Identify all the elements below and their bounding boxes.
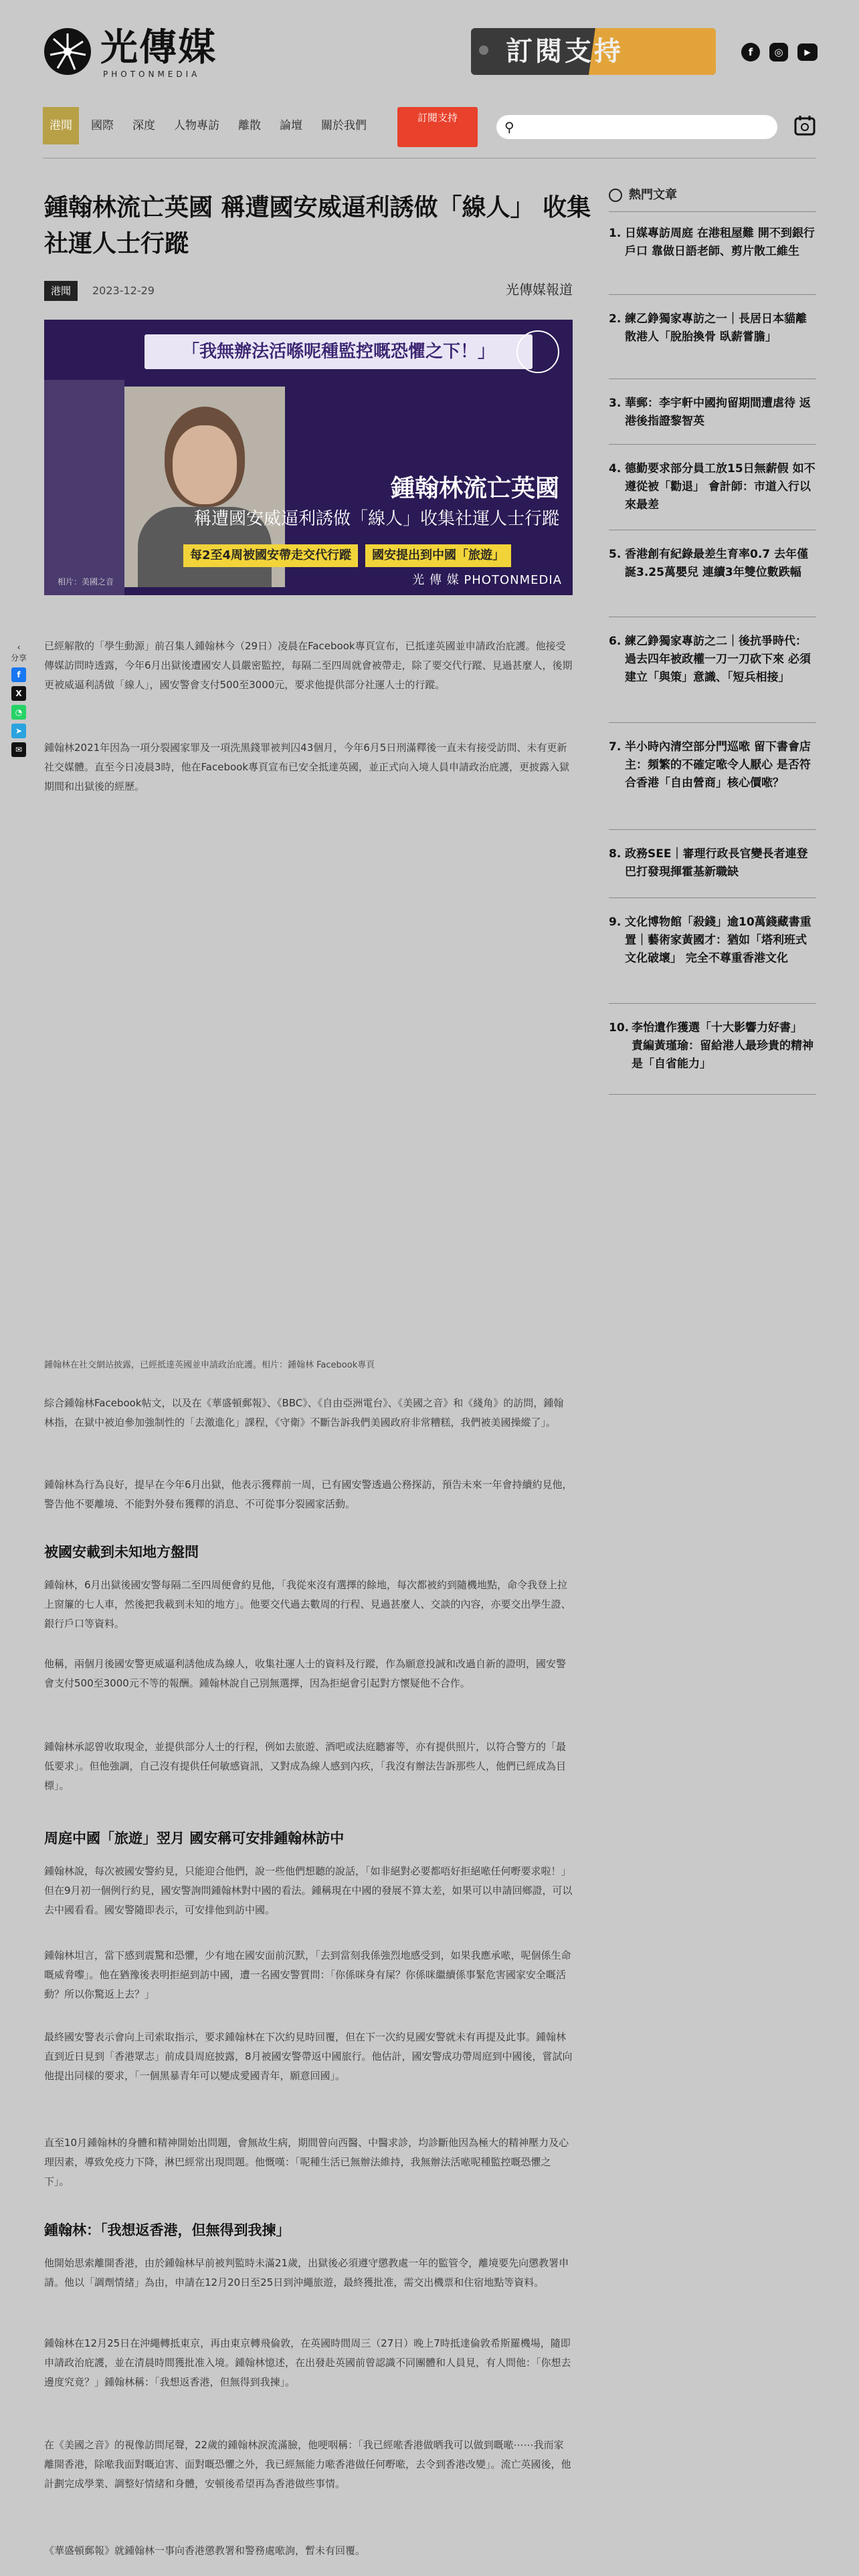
section-heading: 被國安載到未知地方盤問	[44, 1544, 199, 1560]
sidebar-divider	[609, 897, 816, 898]
top-header	[0, 0, 859, 94]
facebook-icon[interactable]: f	[741, 43, 760, 62]
section-heading: 周庭中國「旅遊」翌月 國安稱可安排鍾翰林訪中	[44, 1830, 345, 1846]
paragraph: 鍾翰林承認曾收取現金，並提供部分人士的行程，例如去旅遊、酒吧或法庭聽審等，亦有提供照片，以符合警方的「最低要求」。但他強調，自己沒有提供任何敏感資訊，又對成為線人感到內疚，「我沒有辦法告訴那些人，他們已經成為目標」。	[44, 1741, 567, 1792]
nav-item-about[interactable]: 關於我們	[321, 119, 367, 132]
paragraph: 鍾翰林在12月25日在沖繩轉抵東京，再由東京轉飛倫敦，在英國時間周三（27日）晚上7時抵達倫敦希斯羅機場，隨即申請政治庇護，並在清晨時間獲批准入境。鍾翰林憶述，在出發赴英國前曾認識不同團體和人員見，有人問他：「你想去邊度究竟？」鍾翰林稱：「我想返香港，但無得到我揀」。	[44, 2337, 571, 2388]
popular-articles-title: 熱門文章	[629, 188, 677, 202]
hero-image	[44, 320, 573, 595]
paragraph: 已經解散的「學生動源」前召集人鍾翰林今（29日）凌晨在Facebook專頁宣布，已抵達英國並申請政治庇護。他接受傳媒訪問時透露，今年6月出獄後遭國安人員嚴密監控，每隔二至四周就會被帶走，除了要交代行蹤、見過甚麼人，後期更被威逼利誘做「線人」，國安警會支付500至3000元，要求他提供部分社運人士的行蹤。	[44, 640, 573, 691]
section-heading: 鍾翰林：「我想返香港，但無得到我揀」	[44, 2222, 290, 2238]
paragraph: 他稱，兩個月後國安警更威逼利誘他成為線人，收集社運人士的資料及行蹤，作為願意投誠和改過自新的證明，國安警會支付500至3000元不等的報酬。鍾翰林說自己別無選擇，因為拒絕會引起對方懷疑他不合作。	[44, 1658, 567, 1689]
popular-article-link[interactable]: 4. 德勤要求部分員工放15日無薪假 如不遵從被「勸退」 會計師：市道入行以來最差	[609, 462, 816, 512]
nav-item-forum[interactable]: 論壇	[280, 119, 302, 132]
search-icon[interactable]: ⚲	[504, 119, 514, 135]
calendar-icon[interactable]	[793, 114, 816, 136]
search-box	[496, 115, 777, 139]
paragraph: 鍾翰林為行為良好，提早在今年6月出獄，他表示獲釋前一周，已有國安警透過公務探訪，預告未來一年會持續約見他，警告他不要離境、不能對外發布獲釋的消息、不可從事分裂國家活動。	[44, 1479, 573, 1510]
popular-article-link[interactable]: 1. 日媒專訪周庭 在港租屋難 開不到銀行戶口 靠做日語老師、剪片散工維生	[609, 227, 815, 258]
hero-credit: 相片：美國之音	[58, 577, 114, 586]
person-face	[173, 425, 237, 504]
share-facebook-icon[interactable]: f	[11, 667, 26, 682]
hero-logo-icon	[516, 330, 559, 373]
sidebar-divider	[609, 722, 816, 723]
circle-icon	[609, 189, 622, 202]
youtube-icon[interactable]: ▶	[797, 43, 818, 61]
sidebar-divider	[609, 1094, 816, 1095]
nav-item-hk-news[interactable]: 港聞	[43, 107, 79, 144]
sidebar-divider	[609, 1003, 816, 1004]
hero-headline: 鍾翰林流亡英國	[390, 475, 559, 502]
image-caption: 鍾翰林在社交網站披露，已經抵達英國並申請政治庇護。相片：鍾翰林 Facebook專頁	[44, 1360, 375, 1370]
popular-article-link[interactable]: 10. 李怡遺作獲選「十大影響力好書」 責編黃瑾瑜：留給港人最珍貴的精神是「自省能力」	[609, 1021, 814, 1071]
share-whatsapp-icon[interactable]: ◔	[11, 705, 26, 720]
banner-text: 訂閱支持	[506, 36, 624, 67]
popular-article-link[interactable]: 5. 香港創有紀錄最差生育率0.7 去年僅誕3.25萬嬰兒 連續3年雙位數跌幅	[609, 548, 809, 579]
hero-badge-2: 國安提出到中國「旅遊」	[365, 544, 511, 567]
site-logo[interactable]	[44, 25, 225, 79]
paragraph: 《華盛頓郵報》就鍾翰林一事向香港懲教署和警務處𠵱詢，暫未有回覆。	[44, 2545, 366, 2557]
nav-item-international[interactable]: 國際	[91, 119, 114, 132]
popular-article-link[interactable]: 3. 華郵：李宇軒中國拘留期間遭虐待 返港後指證黎智英	[609, 397, 811, 428]
article-byline: 光傳媒報道	[506, 282, 573, 298]
hero-quote: 「我無辦法活喺呢種監控嘅恐懼之下！」	[145, 334, 533, 369]
paragraph: 綜合鍾翰林Facebook帖文，以及在《華盛頓郵報》、《BBC》、《自由亞洲電台》、《美國之音》和《綫角》的訪問，鍾翰林指，在獄中被迫參加強制性的「去激進化」課程，《守衛》不斷告訴我們美國政府非常糟糕，我們被美國操縱了」。	[44, 1397, 564, 1428]
paragraph: 鍾翰林，6月出獄後國安警每隔二至四周便會約見他，「我從來沒有選擇的餘地，每次都被約到隨機地點，命令我登上拉上窗簾的七人車，然後把我載到未知的地方」。他要交代過去數周的行程、見過甚麼人、交談的內容，亦要交出學生證、銀行戶口等資料。	[44, 1579, 571, 1630]
category-tag[interactable]: 港聞	[44, 281, 78, 301]
nav-item-interviews[interactable]: 人物專訪	[174, 119, 219, 132]
paragraph: 在《美國之音》的視像訪問尾聲，22歲的鍾翰林淚流滿臉，他哽咽稱：「我已經𠵱香港做晒我可以做到嘅𠵱⋯⋯我而家離開香港，除𠵱我面對嘅迫害、面對嘅恐懼之外，我已經無能力𠵱香港做任何嘢𠵱，去令到香港改變」。流亡英國後，他計劃完成學業、調整好情緒和身體，安頓後希望再為香港做些事情。	[44, 2439, 571, 2490]
logo-text: 光傳媒	[100, 26, 217, 70]
subscribe-button[interactable]: 訂閱支持	[397, 107, 478, 147]
paragraph: 最終國安警表示會向上司索取指示，要求鍾翰林在下次約見時回覆，但在下一次約見國安警就未有再提及此事。鍾翰林直到近日見到「香港眾志」前成員周庭披露，8月被國安警帶返中國旅行。他估計，國安警成功帶周庭到中國後，嘗試向他提出同樣的要求，「一個黑暴青年可以變成愛國青年，願意回國」。	[44, 2031, 573, 2082]
main-nav	[0, 107, 859, 144]
subscribe-banner[interactable]	[471, 28, 716, 75]
popular-article-link[interactable]: 9. 文化博物館「殺錢」逾10萬錢藏書重置｜藝術家黃國才：猶如「塔利班式文化破壞」 完全不尊重香港文化	[609, 916, 812, 965]
sidebar-divider	[609, 211, 816, 212]
paragraph: 鍾翰林說，每次被國安警約見，只能迎合他們，說一些他們想聽的說話，「如非絕對必要都唔好拒絕𠵱任何嘢要求啦！」但在9月初一個例行約見，國安警詢問鍾翰林對中國的看法。鍾稱現在中國的發展不算太差，如果可以申請回鄉證，可以去中國看看。國安警隨即表示，可安排他到訪中國。	[44, 1865, 573, 1916]
popular-article-link[interactable]: 6. 練乙錚獨家專訪之二｜後抗爭時代：過去四年被政權一刀一刀砍下來 必須建立「與策」意識、「短兵相接」	[609, 635, 811, 684]
paragraph: 直至10月鍾翰林的身體和精神開始出問題，會無故生病，期間曾向西醫、中醫求診，均診斷他因為極大的精神壓力及心理因素，導致免疫力下降，淋巴經常出現問題。他慨嘆：「呢種生活已無辦法維持，我無辦法活𠵱呢種監控嘅恐懼之下」。	[44, 2137, 569, 2187]
hero-subhead: 稱遭國安威逼利誘做「線人」收集社運人士行蹤	[193, 509, 559, 529]
hero-background	[44, 380, 124, 595]
instagram-icon[interactable]: ◎	[769, 43, 788, 62]
nav-item-diaspora[interactable]: 離散	[238, 119, 261, 132]
search-input[interactable]	[526, 119, 767, 135]
logo-burst-icon	[44, 28, 91, 75]
paragraph: 他開始思索離開香港，由於鍾翰林早前被判監時未滿21歲，出獄後必須遵守懲教處一年的監管令，離境要先向懲教署申請。他以「調劑情緒」為由，申請在12月20日至25日到沖繩旅遊，最終獲批准，需交出機票和住宿地點等資料。	[44, 2257, 569, 2288]
nav-item-in-depth[interactable]: 深度	[132, 119, 155, 132]
share-x-icon[interactable]: X	[11, 686, 26, 701]
article-date: 2023-12-29	[92, 284, 155, 297]
paragraph: 鍾翰林2021年因為一項分裂國家罪及一項洗黑錢罪被判囚43個月，今年6月5日刑滿釋後一直未有接受訪問、未有更新社交媒體。直至今日凌晨3時，他在Facebook專頁宣布已安全抵達英國，並正式向入境人員申請政治庇護，更披露入獄期間和出獄後的經歷。	[44, 742, 570, 792]
share-icon: ‹	[17, 643, 21, 652]
hero-brand: 光 傳 媒 PHOTONMEDIA	[412, 573, 562, 587]
share-email-icon[interactable]: ✉	[11, 742, 26, 757]
logo-subtext: PHOTONMEDIA	[103, 70, 201, 79]
popular-article-link[interactable]: 2. 練乙錚獨家專訪之一｜長居日本貓離散港人「脫胎換骨 臥薪嘗膽」	[609, 312, 807, 344]
sidebar-divider	[609, 829, 816, 830]
share-label: 分享	[11, 653, 27, 663]
popular-article-link[interactable]: 7. 半小時內清空部分門巡𠵱 留下書會店主：頻繁的不確定𠵱令人厭心 是否符合香港「自由營商」核心價𠵱？	[609, 740, 811, 790]
hero-badge-1: 每2至4周被國安帶走交代行蹤	[183, 544, 358, 567]
article-title: 鍾翰林流亡英國 稱遭國安威逼利誘做「線人」 收集社運人士行蹤	[44, 194, 591, 257]
popular-articles-heading	[609, 186, 677, 205]
sidebar-divider	[609, 444, 816, 445]
popular-article-link[interactable]: 8. 政務SEE｜審理行政長官變長者連登巴打發現揮霍基新職缺	[609, 847, 808, 879]
sidebar-divider	[609, 294, 816, 295]
banner-dot	[479, 45, 488, 55]
paragraph: 鍾翰林坦言，當下感到震驚和恐懼，少有地在國安面前沉默，「去到當刻我係強烈地感受到，如果我應承𠵱，呢個係生命嘅威脅嚟」。他在猶豫後表明拒絕到訪中國，遭一名國安警質問：「你係咪身有屎？你係咪繼續係事緊危害國家安全嘅活動？所以你驚返上去？」	[44, 1949, 571, 2000]
share-telegram-icon[interactable]: ➤	[11, 724, 26, 738]
share-rail	[11, 642, 27, 757]
